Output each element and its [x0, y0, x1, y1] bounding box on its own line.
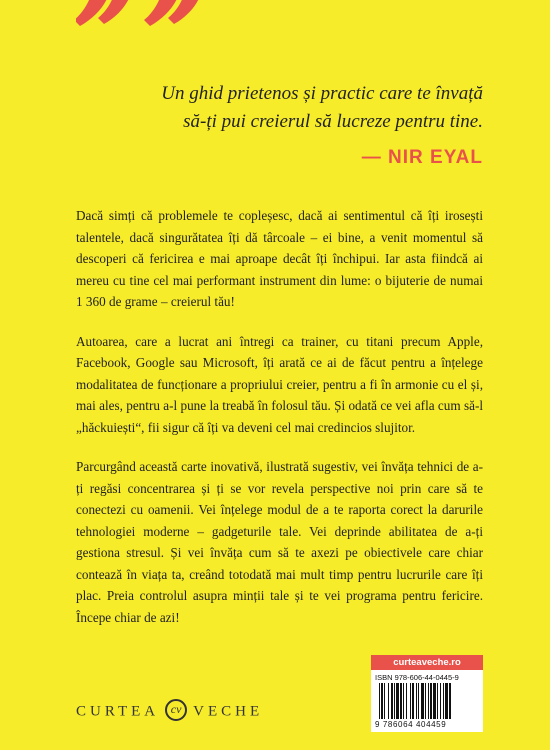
publisher-mark-text: cv	[170, 702, 182, 716]
barcode	[377, 683, 477, 719]
publisher-logo	[76, 701, 263, 723]
isbn-number: ISBN 978-606-44-0445-9	[375, 673, 459, 682]
quote-line: să-ți pui creierul să lucreze pentru tine.	[183, 111, 483, 132]
quote-author: — NIR EYAL	[361, 147, 483, 168]
description-paragraph: Parcurgând această carte inovativă, ilustrată sugestiv, vei învăța tehnici de a-ți regăsi concentrarea și ți se vor revela perspective noi prin care să te conectezi cu oamenii. Vei înțelege modul de a te raporta corect la darurile tehnologiei moderne – gadgeturile tale. Vei deprinde abilitatea de a-ți gestiona stresul. Și vei învăța cum să te axezi pe obiectivele care chiar contează în viața ta, creând totodată mai mult timp pentru lucrurile care îți plac. Preia controlul asupra minții tale și te vei programa pentru fericire. Începe chiar de azi!	[76, 459, 483, 625]
back-cover-description	[76, 205, 483, 646]
publisher-name-right: VECHE	[193, 703, 264, 720]
publisher-mark-icon	[165, 699, 187, 721]
endorsement-quote	[78, 80, 483, 136]
description-paragraph: Autoarea, care a lucrat ani întregi ca trainer, cu titani precum Apple, Facebook, Google sau Microsoft, îți arată ce ai de făcut pentru a înțelege modalitatea de funcționare a propriului creier, pentru a fi în armonie cu el și, mai ales, pentru a-l pune la treabă în folosul tău. Și odată ce vei afla cum să-l „hăckuiești“, fii sigur că îți va deveni cel mai credincios slujitor.	[76, 333, 483, 435]
publisher-url: curteaveche.ro	[371, 655, 483, 670]
publisher-name-left: CURTEA	[76, 703, 160, 720]
quote-line: Un ghid prietenos și practic care te învață	[161, 83, 483, 104]
isbn-barcode-box	[371, 655, 483, 732]
quotation-marks-icon	[76, 0, 206, 28]
description-paragraph: Dacă simți că problemele te copleșesc, dacă ai sentimentul că îți irosești talentele, dacă singurătatea îți dă târcoale – ei bine, a venit momentul să descoperi că fericirea e mai aproape decât îți închipui. Iar asta fiindcă ai mereu cu tine cel mai performant instrument din lume: o bijuterie de numai 1 360 de grame – creierul tău!	[76, 208, 483, 309]
barcode-digits: 9 786064 404459	[375, 720, 447, 729]
